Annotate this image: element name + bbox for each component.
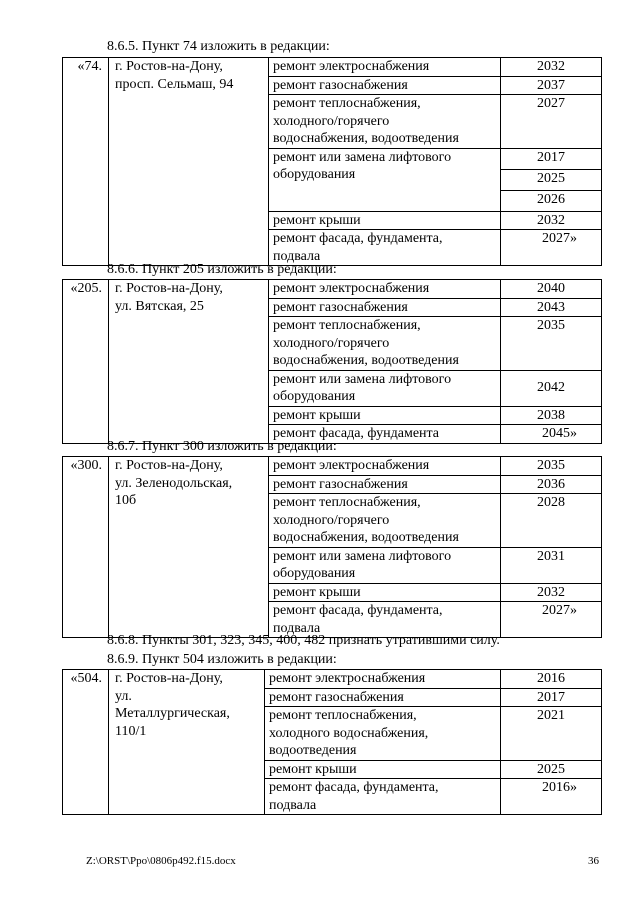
footer-file-path: Z:\ORST\Ppo\0806p492.f15.docx: [86, 855, 236, 867]
work-year: 2027»: [501, 230, 602, 266]
address-line: г. Ростов-на-Дону, просп. Сельмаш, 94: [115, 59, 234, 92]
work-year: 2026: [501, 190, 602, 211]
section-heading-8-6-9: 8.6.9. Пункт 504 изложить в редакции:: [107, 652, 337, 667]
work-year: 2032: [501, 58, 602, 77]
work-year: 2043: [501, 298, 602, 317]
work-year: 2038: [501, 406, 602, 425]
work-year: 2025: [501, 169, 602, 190]
work-year: 2035: [501, 317, 602, 371]
address-line: г. Ростов-на-Дону, ул. Металлургическая, 110/1: [115, 671, 230, 739]
work-type: ремонт теплоснабжения, холодного водоснабжения, водоотведения: [265, 707, 501, 761]
work-type: ремонт электроснабжения: [269, 280, 501, 299]
work-year: 2042: [501, 370, 602, 406]
address-line: г. Ростов-на-Дону, ул. Вятская, 25: [115, 281, 223, 314]
work-type: ремонт электроснабжения: [269, 58, 501, 77]
work-type: ремонт или замена лифтового оборудования: [269, 547, 501, 583]
work-type: ремонт крыши: [269, 583, 501, 602]
item-74-table: [62, 57, 602, 266]
footer-page-number: 36: [588, 855, 599, 867]
section-note-8-6-8: 8.6.8. Пункты 301, 323, 345, 400, 482 признать утратившими силу.: [107, 633, 500, 648]
work-type: ремонт газоснабжения: [269, 298, 501, 317]
work-type: ремонт фасада, фундамента: [269, 425, 501, 444]
item-number: «205.: [63, 280, 109, 444]
work-year: 2021: [501, 707, 602, 761]
work-year: 2032: [501, 211, 602, 230]
table-row: [63, 670, 602, 689]
work-year: 2017: [501, 688, 602, 707]
table-row: [63, 58, 602, 77]
item-address: [109, 457, 269, 638]
work-type: ремонт газоснабжения: [269, 475, 501, 494]
work-type: ремонт фасада, фундамента, подвала: [265, 779, 501, 815]
work-type: ремонт электроснабжения: [265, 670, 501, 689]
work-type: ремонт крыши: [265, 760, 501, 779]
item-address: [109, 58, 269, 266]
work-type: ремонт газоснабжения: [265, 688, 501, 707]
work-type: ремонт крыши: [269, 406, 501, 425]
section-heading-8-6-6: 8.6.6. Пункт 205 изложить в редакции:: [107, 262, 337, 277]
item-300-table: [62, 456, 602, 638]
work-year: 2028: [501, 494, 602, 548]
item-address: [109, 670, 265, 815]
item-address: [109, 280, 269, 444]
work-year: 2027: [501, 95, 602, 149]
item-205-table: [62, 279, 602, 444]
work-type: ремонт газоснабжения: [269, 76, 501, 95]
work-year: 2032: [501, 583, 602, 602]
work-type: ремонт теплоснабжения, холодного/горячего водоснабжения, водоотведения: [269, 494, 501, 548]
work-year: 2045»: [501, 425, 602, 444]
work-type: ремонт крыши: [269, 211, 501, 230]
work-year: 2037: [501, 76, 602, 95]
item-504-table: [62, 669, 602, 815]
work-year: 2036: [501, 475, 602, 494]
section-heading-8-6-7: 8.6.7. Пункт 300 изложить в редакции:: [107, 439, 337, 454]
work-year: 2031: [501, 547, 602, 583]
work-type: ремонт электроснабжения: [269, 457, 501, 476]
work-year: 2035: [501, 457, 602, 476]
work-year: 2040: [501, 280, 602, 299]
work-type: ремонт или замена лифтового оборудования: [269, 148, 501, 211]
work-year: 2027»: [501, 602, 602, 638]
work-type: ремонт или замена лифтового оборудования: [269, 370, 501, 406]
work-type: ремонт фасада, фундамента, подвала: [269, 602, 501, 638]
item-number: «300.: [63, 457, 109, 638]
table-row: [63, 457, 602, 476]
address-line: г. Ростов-на-Дону, ул. Зеленодольская, 10б: [115, 458, 233, 508]
work-year: 2017: [501, 148, 602, 169]
item-number: «74.: [63, 58, 109, 266]
work-year: 2025: [501, 760, 602, 779]
section-heading-8-6-5: 8.6.5. Пункт 74 изложить в редакции:: [107, 39, 330, 54]
work-type: ремонт фасада, фундамента, подвала: [269, 230, 501, 266]
work-year: 2016: [501, 670, 602, 689]
work-type: ремонт теплоснабжения, холодного/горячего водоснабжения, водоотведения: [269, 95, 501, 149]
work-type: ремонт теплоснабжения, холодного/горячего водоснабжения, водоотведения: [269, 317, 501, 371]
table-row: [63, 280, 602, 299]
work-year: 2016»: [501, 779, 602, 815]
item-number: «504.: [63, 670, 109, 815]
